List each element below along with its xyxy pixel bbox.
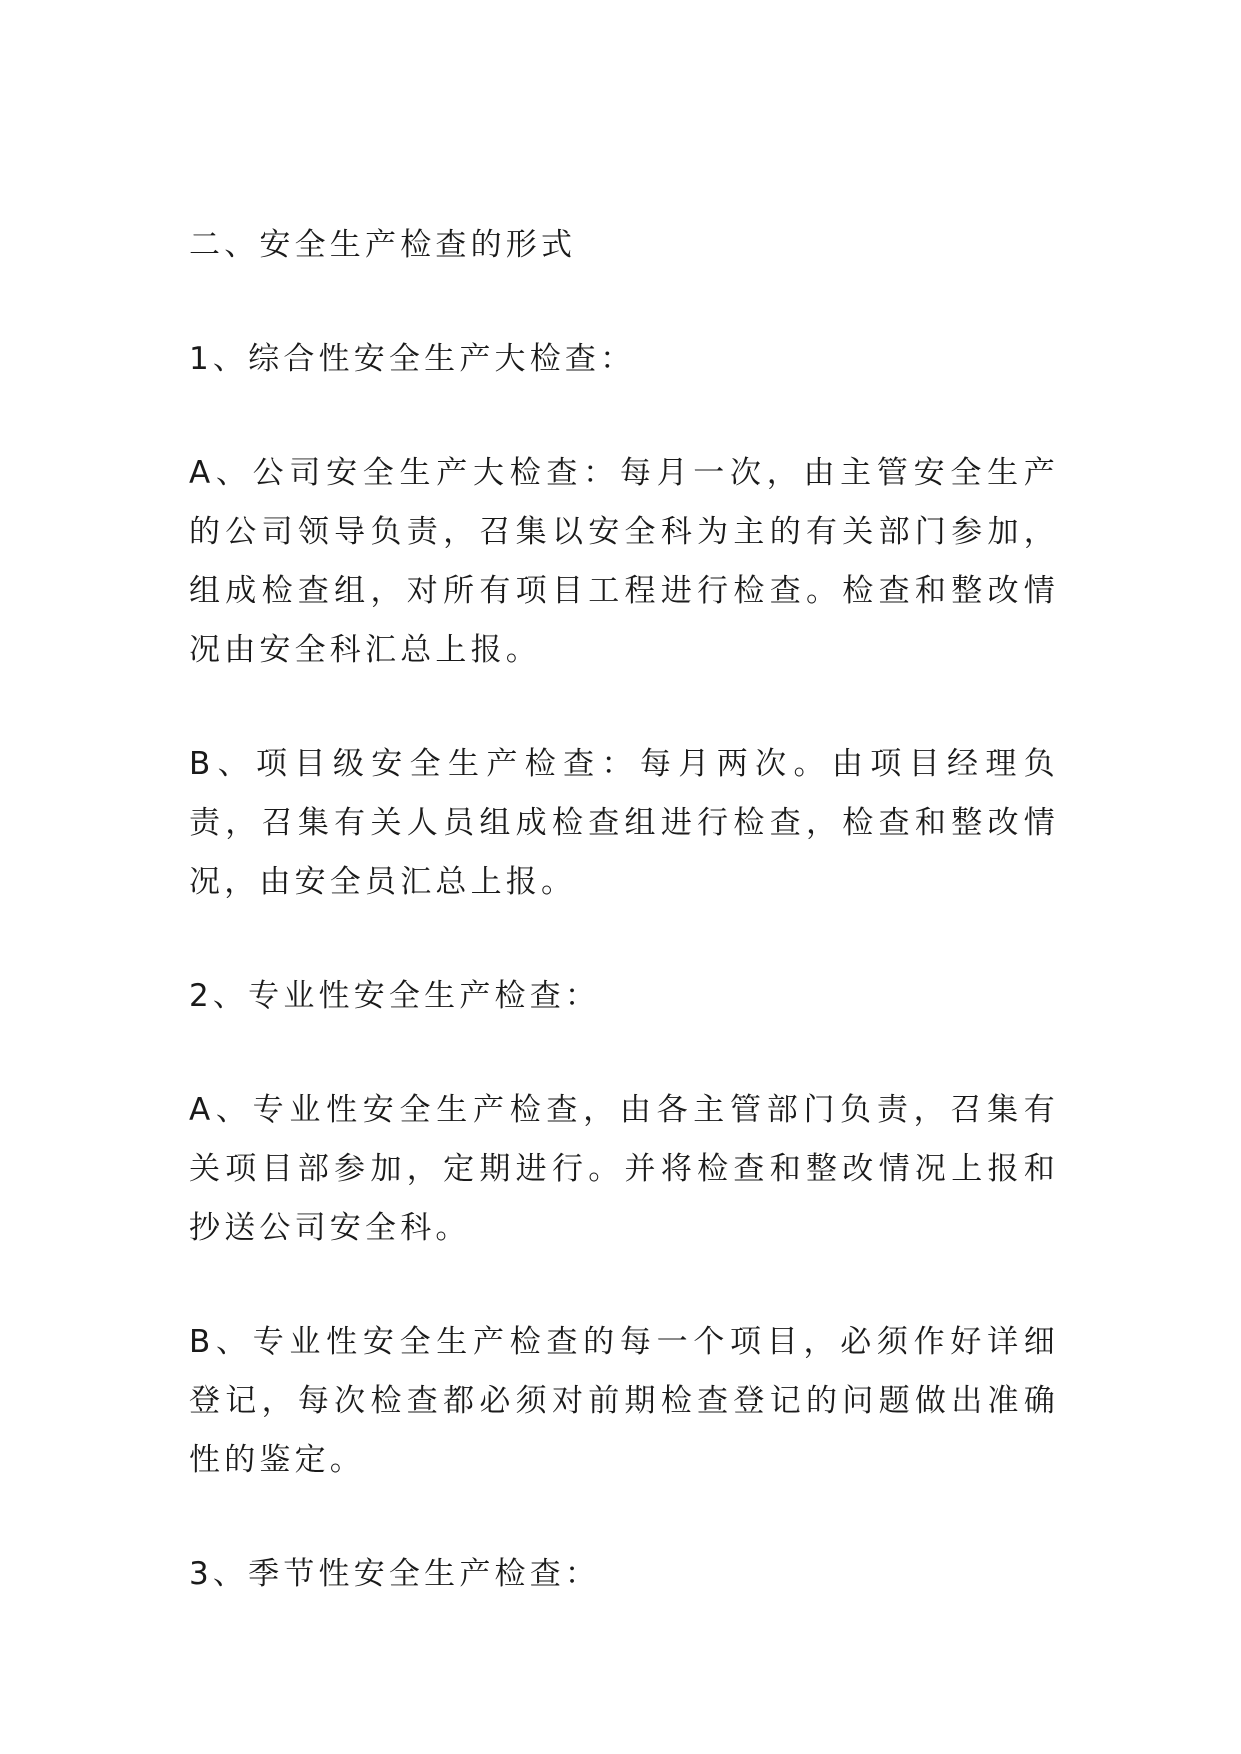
section-3-title: 3、季节性安全生产检查： [189,1556,601,1592]
document-body [189,216,1059,1659]
section-2-paragraph-a: A、专业性安全生产检查，由各主管部门负责，召集有关项目部参加，定期进行。并将检查和整改情况上报和抄送公司安全科。 [189,1092,1059,1246]
section-1-paragraph-a: A、公司安全生产大检查：每月一次，由主管安全生产的公司领导负责，召集以安全科为主的有关部门参加，组成检查组，对所有项目工程进行检查。检查和整改情况由安全科汇总上报。 [189,455,1059,668]
section-1-paragraph-b: B、项目级安全生产检查：每月两次。由项目经理负责，召集有关人员组成检查组进行检查，检查和整改情况，由安全员汇总上报。 [189,746,1059,900]
section-2-paragraph-b: B、专业性安全生产检查的每一个项目，必须作好详细登记，每次检查都必须对前期检查登记的问题做出准确性的鉴定。 [189,1324,1059,1478]
section-1-title: 1、综合性安全生产大检查： [189,341,636,377]
section-2-title: 2、专业性安全生产检查： [189,978,601,1014]
section-heading: 二、安全生产检查的形式 [189,227,577,263]
